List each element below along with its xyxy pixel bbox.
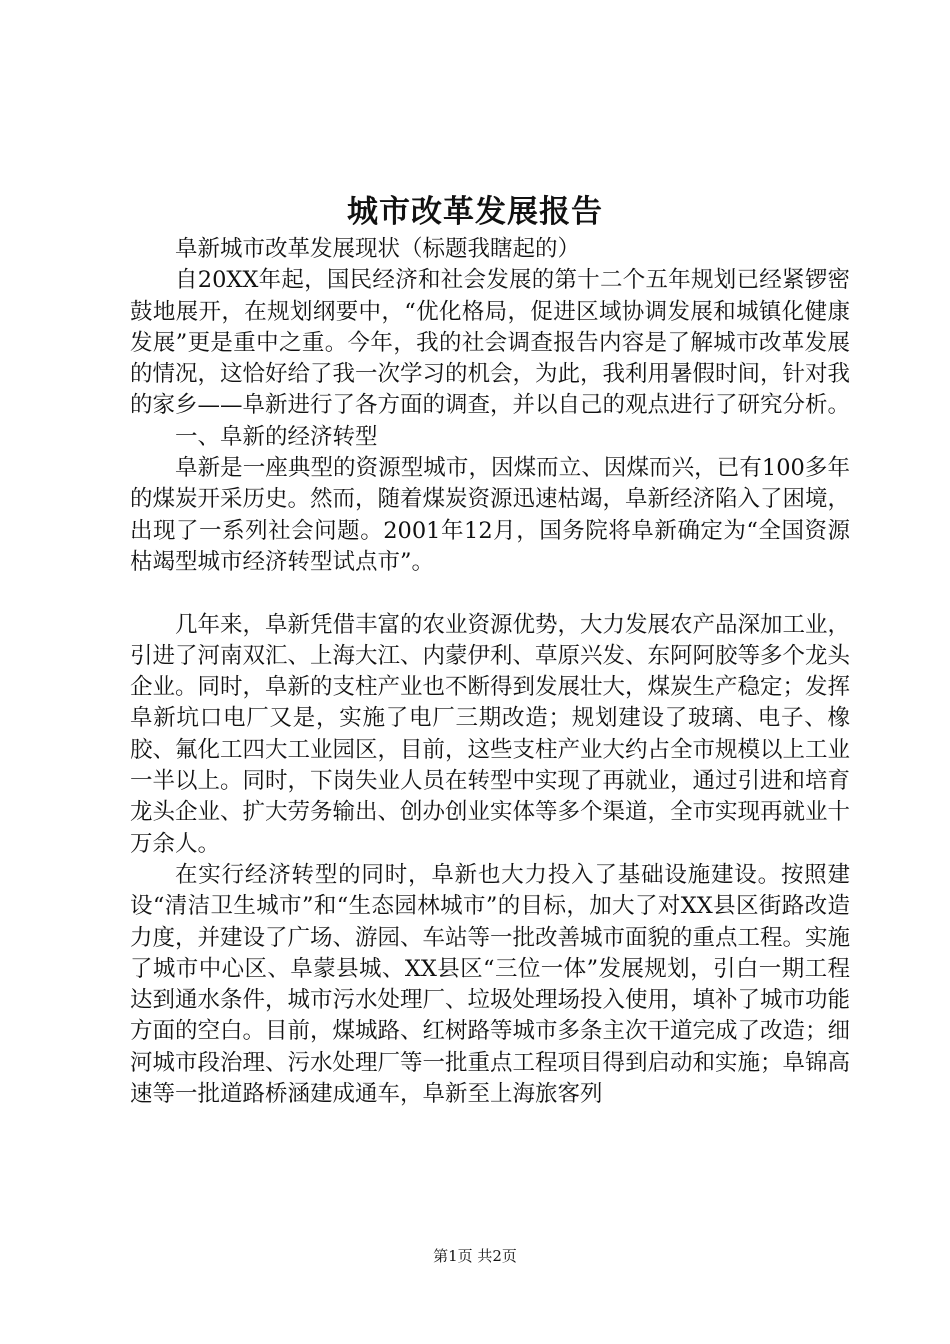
section-heading: 一、阜新的经济转型: [175, 423, 378, 450]
document-title: 城市改革发展报告: [347, 194, 603, 230]
body-paragraph: 阜新是一座典型的资源型城市，因煤而立、因煤而兴，已有100多年的煤炭开采历史。然而，随着煤炭资源迅速枯竭，阜新经济陷入了困境，出现了一系列社会问题。2001年12月，国务院将阜新确定为“全国资源枯竭型城市经济转型试点市”。: [130, 455, 851, 575]
subtitle-paragraph: 阜新城市改革发展现状（标题我瞎起的）: [175, 236, 581, 262]
body-paragraph: 在实行经济转型的同时，阜新也大力投入了基础设施建设。按照建设“清洁卫生城市”和“生态园林城市”的目标，加大了对XX县区街路改造力度，并建设了广场、游园、车站等一批改善城市面貌的重点工程。实施了城市中心区、阜蒙县城、XX县区“三位一体”发展规划，引白一期工程达到通水条件，城市污水处理厂、垃圾处理场投入使用，填补了城市功能方面的空白。目前，煤城路、红树路等城市多条主次干道完成了改造；细河城市段治理、污水处理厂等一批重点工程项目得到启动和实施；阜锦高速等一批道路桥涵建成通车，阜新至上海旅客列: [130, 861, 851, 1108]
intro-paragraph: 自20XX年起，国民经济和社会发展的第十二个五年规划已经紧锣密鼓地展开，在规划纲要中，“优化格局，促进区域协调发展和城镇化健康发展”更是重中之重。今年，我的社会调查报告内容是了解城市改革发展的情况，这恰好给了我一次学习的机会，为此，我利用暑假时间，针对我的家乡——阜新进行了各方面的调查，并以自己的观点进行了研究分析。: [130, 267, 851, 419]
document-body: [130, 234, 850, 1110]
body-paragraph: 几年来，阜新凭借丰富的农业资源优势，大力发展农产品深加工业，引进了河南双汇、上海大江、内蒙伊利、草原兴发、东阿阿胶等多个龙头企业。同时，阜新的支柱产业也不断得到发展壮大，煤炭生产稳定；发挥阜新坑口电厂又是，实施了电厂三期改造；规划建设了玻璃、电子、橡胶、氟化工四大工业园区，目前，这些支柱产业大约占全市规模以上工业一半以上。同时，下岗失业人员在转型中实现了再就业，通过引进和培育龙头企业、扩大劳务输出、创办创业实体等多个渠道，全市实现再就业十万余人。: [130, 611, 851, 857]
page-footer: 第1页 共2页: [433, 1247, 517, 1265]
